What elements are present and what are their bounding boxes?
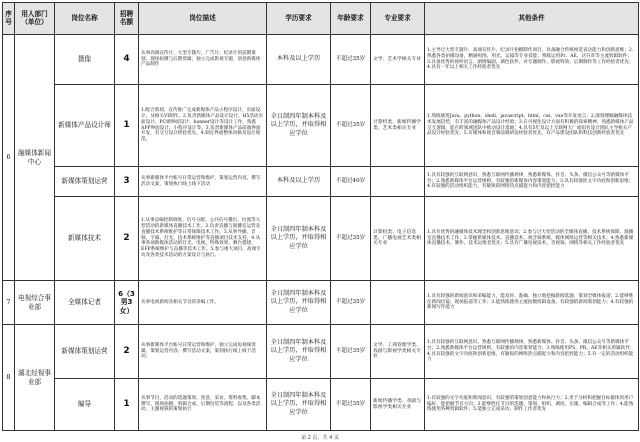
post-count: 1 <box>115 85 139 167</box>
post-other: 1.主导过大型专题片、高端宣传片、纪录片拍摄制作项目，具备融合传统视觉表达能力和创新思维；2.熟悉各类拍摄设备，精通构图、用光、运镜等专业技能；熟练运用Pr、AE、达芬奇等主流剪辑软件；3.具备优秀的视听语言、剧情编剧、调色软件、对专题制作、影视特效、后期制作等工作经验者优先；4.具有一年以上相关工作经验者优先 <box>425 35 639 85</box>
group-idx: 6 <box>3 35 15 281</box>
post-name: 编导 <box>55 379 115 431</box>
post-desc: 从事高端宣传片、大型专题片、广告片、纪录片的前期策划、现场拍摄与后期剪辑，独立完成影视专题，创意新媒体产品制作 <box>139 35 267 85</box>
post-desc: 1.从事总编控制调度、信号分配、公共信号播出、拉流等大型活动的新媒体直播技术工作。2.负责直播与演播室运营及直播技术系统维护等日常保障技术工作。3.从事导播、音频、字幕、灯光、技术系统维护等直播项目技术支持。4.从事各项新媒体活动的灯光、电视、特殊效果、舞台搭建、EFP系统维护与直播等技术工作。5.参与重大项目、高端专访及各类技术活动的方案设计与执行。 <box>139 197 267 281</box>
post-desc: 1.配合策划、宣传推广完成新媒体产品小程序设计、页面设计、及相关VI制作。2.负责新媒体产品设计设计、H5活动页面设计、PC端界面设计、banner设计等设计工作，熟悉APP界面设计、小程序设计等。3.负责新媒体产品前端界面开发，有交互设计经验优先。4.制定界面整体风格及设计规范。 <box>139 85 267 167</box>
post-major: 新闻传播学类、戏剧与影视学类相关专业 <box>371 379 425 431</box>
header-major: 专业要求 <box>371 3 425 35</box>
table-row <box>3 167 639 197</box>
post-desc: 从事新媒体平台账号日常运营和维护，策划运营内容，撰写活动文案，策划执行线上线下活动 <box>139 167 267 197</box>
post-major: 文学、艺术学相关专业 <box>371 35 425 85</box>
post-other: 1.具有较强的新闻意识和采编能力，能及时、准确、独立地挖掘新闻选题、策划全媒体报道；2.能够胜任新闻出镜、现场报道等工作；3.能熟练使用主流拍摄剪辑设备，有较强的新闻策划能力；4.有较强的新闻写作能力 <box>425 281 639 325</box>
post-major <box>371 167 425 197</box>
header-edu: 学历要求 <box>267 3 331 35</box>
post-count: 3 <box>115 167 139 197</box>
table-row <box>3 379 639 431</box>
group-unit: 湖北经视事业部 <box>15 325 55 431</box>
post-count: 2 <box>115 197 139 281</box>
post-age: 不超过35岁 <box>331 35 371 85</box>
header-count: 招聘名额 <box>115 3 139 35</box>
post-other: 1.具有较强的互联网意识，熟悉互联网传播规律，熟悉新媒体、抖音、头条、微信公众号等新媒体平台；2.熟悉新媒体平台运营规则，有较强的新媒体内容策划能力；3.具有较强的文字功底和创新思维；4.有较强的活动组织能力，有敏锐的网络热点捕捉力和内容把控能力 <box>425 167 639 197</box>
post-major: 文学、工商管理学类、戏剧与影视学类相关专业 <box>371 325 425 379</box>
table-row <box>3 35 639 85</box>
group-idx: 7 <box>3 281 15 325</box>
header-age: 年龄要求 <box>331 3 371 35</box>
table-row <box>3 325 639 379</box>
post-edu: 全日制四年制本科及以上学历，并取得相应学位 <box>267 325 331 379</box>
post-name: 新媒体产品设计师 <box>55 85 115 167</box>
post-age: 不超过35岁 <box>331 379 371 431</box>
post-other: 1.有较强的文字功底和新闻意识，有较强的策划创意能力和执行力；2.善于分析和把握目标群体的用户偏好，能把握节目方向；3.能够胜任节目的选题、策划、组织、调度、实施、编辑合成等工作；4.能熟练使用各种剪辑软件；5.能独立完成采访、制作工作者优先 <box>425 379 639 431</box>
header-row <box>3 3 639 35</box>
post-age: 不超过40岁 <box>331 167 371 197</box>
group-idx: 8 <box>3 325 15 431</box>
post-count: 1 <box>115 379 139 431</box>
post-name: 新媒体技术 <box>55 197 115 281</box>
group-unit: 电视综合事业部 <box>15 281 55 325</box>
post-name: 全媒体记者 <box>55 281 115 325</box>
post-count: 4 <box>115 35 139 85</box>
post-edu: 全日制四年制本科及以上学历，并取得相应学位 <box>267 281 331 325</box>
post-desc: 从事新媒体平台账号日常运营和维护，独立完成短视频剪辑，策划运营内容，撰写活动文案，策划执行线上线下活动。 <box>139 325 267 379</box>
post-edu: 本科及以上学历 <box>267 35 331 85</box>
post-count: 6（3男3女） <box>115 281 139 325</box>
header-desc: 岗位描述 <box>139 3 267 35</box>
post-edu: 本科及以上学历 <box>267 167 331 197</box>
recruitment-table <box>2 2 639 431</box>
post-other: 1.熟练使用Java、python、shell、javascript、html、css、vue等开发语言；2.深刻理解融媒体技术发展趋势，有丰富的融媒体产品设计经验；3.在可视化设计方面有积极的探索精神，熟悉新媒体产品交互逻辑，能在跨领域团队中推动设计落地；4.具有5年及以上互联网大厂或知名设计团队主导相关产品设计经验优先；5.有媒体和视音频前端研发经验者优先，有产品建设团队和科技创新经验者优先 <box>425 85 639 167</box>
page-footer: 第 2 页，共 4 页 <box>301 435 339 441</box>
post-major: 计算机类、新闻传播学类、艺术类相关专业 <box>371 85 425 167</box>
post-name: 新媒体策划运营 <box>55 167 115 197</box>
post-name: 新媒体策划运营 <box>55 325 115 379</box>
group-unit: 融媒体新闻中心 <box>15 35 55 281</box>
header-post: 岗位名称 <box>55 3 115 35</box>
post-edu: 全日制四年制本科及以上学历，并取得相应学位 <box>267 85 331 167</box>
post-other: 1.具有优秀的融媒体技术理念和创新思维意识；2.参与过大型活动的全媒体直播、技术系统保障、演播室直播技术工作；3.掌握新媒体技术、直播技术、视音频系统、媒体网络运营等相关技术；4.熟悉新媒体直播技术、制作、技术运维者优先；5.具有广播电视技术、音视频、网络等相关工作经验者优先 <box>425 197 639 281</box>
post-major: 计算机类、电子信息类、广播电视艺术类相关专业 <box>371 197 425 281</box>
post-edu: 全日制四年制本科及以上学历，并取得相应学位 <box>267 197 331 281</box>
post-age: 不超过35岁 <box>331 197 371 281</box>
post-name: 摄像 <box>55 35 115 85</box>
post-age: 不超过35岁 <box>331 85 371 167</box>
header-idx: 序号 <box>3 3 15 35</box>
post-other: 1.具有较强的互联网意识，熟悉互联网传播规律，熟悉新媒体、抖音、头条、微信公众号等新媒体平台；2.熟悉新媒体平台运营规则，有较强的内容策划能力；3.熟练使用PS、PR、AE等相关剪辑软件；4.具有较强的文字功底和创新思维，有敏锐的网络热点捕捉力和内容把控能力；5.有一定的活动组织能力 <box>425 325 639 379</box>
post-desc: 从事电视新闻及相关节目的采编工作。 <box>139 281 267 325</box>
post-age: 不超过35岁 <box>331 281 371 325</box>
post-edu: 全日制四年制本科及以上学历，并取得相应学位 <box>267 379 331 431</box>
post-age: 不超过35岁 <box>331 325 371 379</box>
post-major <box>371 281 425 325</box>
post-desc: 从事节目、活动的选题策划、创意、采访、资料收集、脚本撰写、现场拍摄、剪辑合成、后期包装等流程，以及各类活动、主题视频的策划执行 <box>139 379 267 431</box>
table-row <box>3 197 639 281</box>
post-count: 2 <box>115 325 139 379</box>
table-row <box>3 85 639 167</box>
table-row <box>3 281 639 325</box>
header-other: 其他条件 <box>425 3 639 35</box>
header-unit: 用人部门（单位） <box>15 3 55 35</box>
